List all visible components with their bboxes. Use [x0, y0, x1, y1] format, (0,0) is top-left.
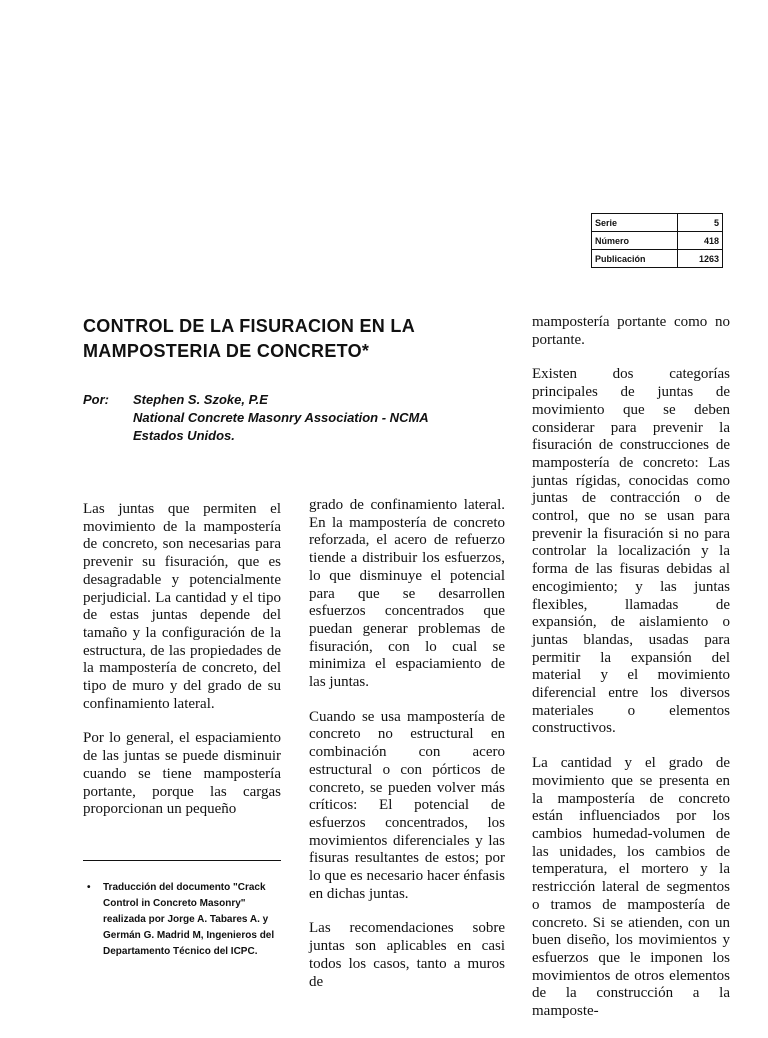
author-organization: National Concrete Masonry Association - NCMA	[133, 410, 429, 425]
text-column-2	[309, 497, 505, 1008]
text-column-3	[532, 314, 730, 1038]
meta-value: 418	[678, 232, 723, 250]
table-row	[592, 232, 723, 250]
document-title: CONTROL DE LA FISURACION EN LA MAMPOSTERIA DE CONCRETO*	[83, 316, 415, 361]
meta-label: Publicación	[592, 250, 678, 268]
meta-label: Número	[592, 232, 678, 250]
paragraph: La cantidad y el grado de movimiento que se presenta en la mampostería de concreto están influenciados por los cambios humedad-volumen de las unidades, los cambios de temperatura, el mortero y la restricción lateral de segmentos o tramos de mampostería de concreto. Si se atienden, con un buen diseño, los movimientos y esfuerzos que le imponen los movimientos de otros elementos de la construcción a la mamposte-	[532, 755, 730, 1020]
paragraph: Cuando se usa mampostería de concreto no estructural en combinación con acero estructural o con pórticos de concreto, se pueden volver más críticos: El potencial de esfuerzos concentrados, los movimientos diferenciales y las fisuras resultantes de estos; por lo que es necesario hacer énfasis en dichas juntas.	[309, 708, 505, 902]
paragraph: Las recomendaciones sobre juntas son aplicables en casi todos los casos, tanto a muros de	[309, 920, 505, 990]
paragraph: grado de confinamiento lateral. En la mampostería de concreto reforzada, el acero de refuerzo tiende a distribuir los esfuerzos, lo que disminuye el potencial para que se desarrollen esfuerzos concentrados que puedan generar problemas de fisuración, con lo cual se minimiza el espaciamiento de las juntas.	[309, 497, 505, 691]
table-row	[592, 250, 723, 268]
author-name: Stephen S. Szoke, P.E	[133, 392, 268, 407]
meta-label: Serie	[592, 214, 678, 232]
footnote-text: Traducción del documento "Crack Control in Concreto Masonry" realizada por Jorge A. Tabares A. y Germán G. Madrid M, Ingenieros del Departamento Técnico del ICPC.	[103, 882, 275, 957]
author-country: Estados Unidos.	[133, 428, 235, 443]
paragraph: Por lo general, el espaciamiento de las juntas se puede disminuir cuando se tiene mampostería portante, porque las cargas proporcionan un pequeño	[83, 730, 281, 818]
table-row	[592, 214, 723, 232]
footnote	[83, 880, 283, 960]
footnote-divider	[83, 860, 281, 861]
meta-value: 1263	[678, 250, 723, 268]
text-column-1	[83, 501, 281, 836]
byline-label: Por:	[83, 392, 109, 407]
paragraph: Existen dos categorías principales de juntas de movimiento que se deben considerar para prevenir la fisuración de construcciones de mampostería de concreto: Las juntas rígidas, conocidas como juntas de contracción o de control, que no se usan para prevenir la fisuración si no para controlar la localización y la forma de las fisuras debidas al encogimiento; y las juntas flexibles, llamadas de expansión, de aislamiento o juntas blandas, usadas para permitir la expansión del material y el movimiento diferencial entre los diversos materiales o elementos constructivos.	[532, 366, 730, 737]
footnote-bullet: •	[87, 882, 91, 893]
paragraph: Las juntas que permiten el movimiento de la mampostería de concreto, son necesarias para prevenir su fisuración, que es desagradable y potencialmente perjudicial. La cantidad y el tipo de estas juntas depende del tamaño y la configuración de la estructura, de las propiedades de la mampostería de concreto, del tipo de muro y del grado de su confinamiento lateral.	[83, 501, 281, 712]
paragraph: mampostería portante como no portante.	[532, 314, 730, 348]
publication-info-table	[591, 213, 723, 268]
meta-value: 5	[678, 214, 723, 232]
